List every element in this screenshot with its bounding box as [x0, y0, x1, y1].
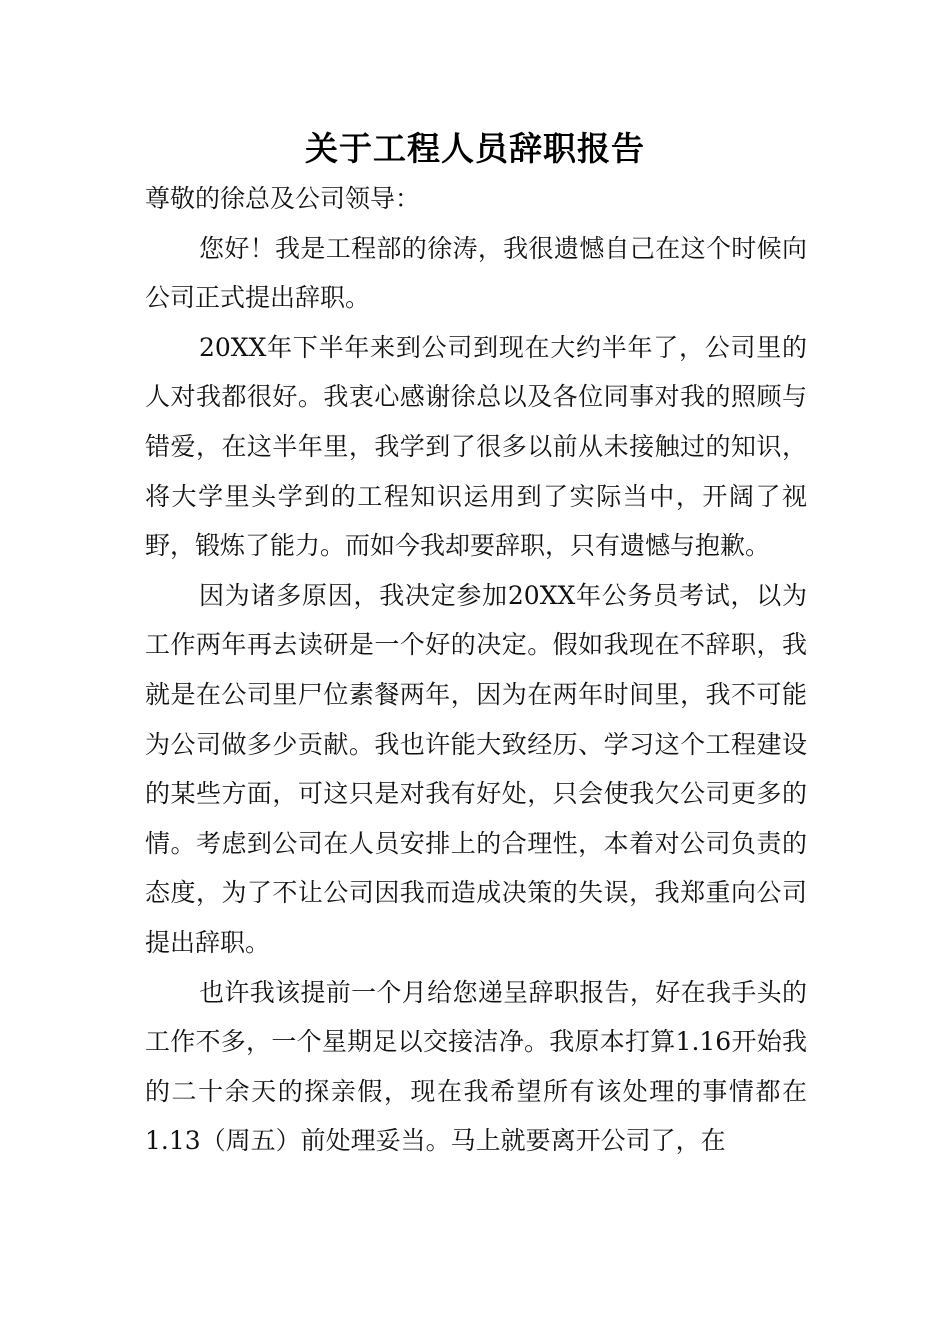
paragraph-4: 也许我该提前一个月给您递呈辞职报告，好在我手头的工作不多，一个星期足以交接洁净。我原本打算1.16开始我的二十余天的探亲假，现在我希望所有该处理的事情都在1.13（周五）前处理妥当。马上就要离开公司了，在 — [145, 977, 807, 1156]
paragraph-2: 20XX年下半年来到公司到现在大约半年了，公司里的人对我都很好。我衷心感谢徐总以及各位同事对我的照顾与错爱，在这半年里，我学到了很多以前从未接触过的知识，将大学里头学到的工程知识运用到了实际当中，开阔了视野，锻炼了能力。而如今我却要辞职，只有遗憾与抱歉。 — [145, 332, 807, 561]
paragraph-1: 您好！我是工程部的徐涛，我很遗憾自己在这个时候向公司正式提出辞职。 — [145, 233, 807, 313]
document-body — [145, 174, 807, 1166]
salutation: 尊敬的徐总及公司领导： — [145, 184, 421, 213]
document-title: 关于工程人员辞职报告 — [305, 129, 645, 168]
paragraph-3: 因为诸多原因，我决定参加20XX年公务员考试，以为工作两年再去读研是一个好的决定。假如我现在不辞职，我就是在公司里尸位素餐两年，因为在两年时间里，我不可能为公司做多少贡献。我也许能大致经历、学习这个工程建设的某些方面，可这只是对我有好处，只会使我欠公司更多的情。考虑到公司在人员安排上的合理性，本着对公司负责的态度，为了不让公司因我而造成决策的失误，我郑重向公司提出辞职。 — [145, 580, 807, 957]
